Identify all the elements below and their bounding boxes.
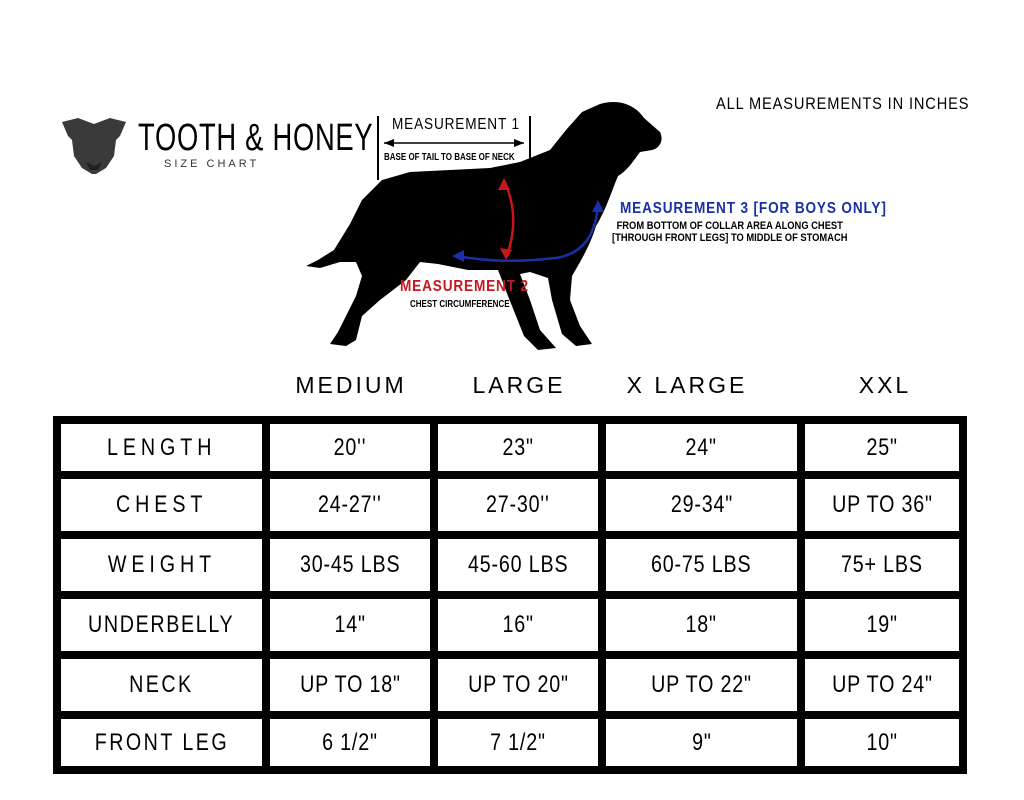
measurement-1-title: MEASUREMENT 1 bbox=[392, 116, 520, 133]
cell-underbelly-large: 16" bbox=[438, 599, 598, 651]
cell-weight-xxl: 75+ LBS bbox=[805, 539, 959, 591]
row-label-weight: WEIGHT bbox=[61, 539, 262, 591]
cell-neck-xxl: UP TO 24" bbox=[805, 659, 959, 711]
measurement-3-desc-line1: FROM BOTTOM OF COLLAR AREA ALONG CHEST bbox=[616, 220, 843, 232]
cell-weight-x-large: 60-75 LBS bbox=[606, 539, 797, 591]
cell-front-leg-x-large: 9" bbox=[606, 719, 797, 766]
size-table bbox=[53, 416, 967, 774]
cell-chest-large: 27-30'' bbox=[438, 479, 598, 531]
cell-weight-medium: 30-45 LBS bbox=[270, 539, 430, 591]
cell-front-leg-xxl: 10" bbox=[805, 719, 959, 766]
brand-subtitle: SIZE CHART bbox=[164, 158, 260, 170]
dog-diagram bbox=[0, 0, 1024, 370]
cell-front-leg-medium: 6 1/2" bbox=[270, 719, 430, 766]
row-label-chest: CHEST bbox=[61, 479, 262, 531]
cell-length-large: 23" bbox=[438, 424, 598, 471]
row-label-front-leg: FRONT LEG bbox=[61, 719, 262, 766]
measurement-1-desc: BASE OF TAIL TO BASE OF NECK bbox=[384, 152, 515, 163]
cell-chest-xxl: UP TO 36" bbox=[805, 479, 959, 531]
dog-silhouette bbox=[306, 102, 662, 350]
brand-name: TOOTH & HONEY bbox=[138, 117, 374, 159]
cell-chest-x-large: 29-34" bbox=[606, 479, 797, 531]
row-label-underbelly: UNDERBELLY bbox=[61, 599, 262, 651]
cell-length-medium: 20'' bbox=[270, 424, 430, 471]
row-label-neck: NECK bbox=[61, 659, 262, 711]
column-header-medium: MEDIUM bbox=[295, 372, 407, 398]
measurement-3-desc-line2: [THROUGH FRONT LEGS] TO MIDDLE OF STOMACH bbox=[612, 232, 848, 244]
cell-front-leg-large: 7 1/2" bbox=[438, 719, 598, 766]
cell-length-xxl: 25" bbox=[805, 424, 959, 471]
measurement-3-desc bbox=[612, 220, 847, 244]
measurement-3-title: MEASUREMENT 3 [FOR BOYS ONLY] bbox=[620, 200, 887, 217]
measurement-2-desc: CHEST CIRCUMFERENCE bbox=[410, 299, 510, 310]
cell-weight-large: 45-60 LBS bbox=[438, 539, 598, 591]
column-header-xxl: XXL bbox=[858, 372, 912, 398]
measurement-2-title: MEASUREMENT 2 bbox=[400, 278, 529, 295]
cell-neck-x-large: UP TO 22" bbox=[606, 659, 797, 711]
column-header-large: LARGE bbox=[472, 372, 566, 398]
cell-underbelly-xxl: 19" bbox=[805, 599, 959, 651]
cell-length-x-large: 24" bbox=[606, 424, 797, 471]
cell-chest-medium: 24-27'' bbox=[270, 479, 430, 531]
cell-underbelly-x-large: 18" bbox=[606, 599, 797, 651]
cell-underbelly-medium: 14" bbox=[270, 599, 430, 651]
row-label-length: LENGTH bbox=[61, 424, 262, 471]
column-header-x-large: X LARGE bbox=[626, 372, 748, 398]
measurement-note: ALL MEASUREMENTS IN INCHES bbox=[716, 94, 970, 113]
cell-neck-large: UP TO 20" bbox=[438, 659, 598, 711]
size-column-headers bbox=[0, 372, 1024, 406]
cell-neck-medium: UP TO 18" bbox=[270, 659, 430, 711]
